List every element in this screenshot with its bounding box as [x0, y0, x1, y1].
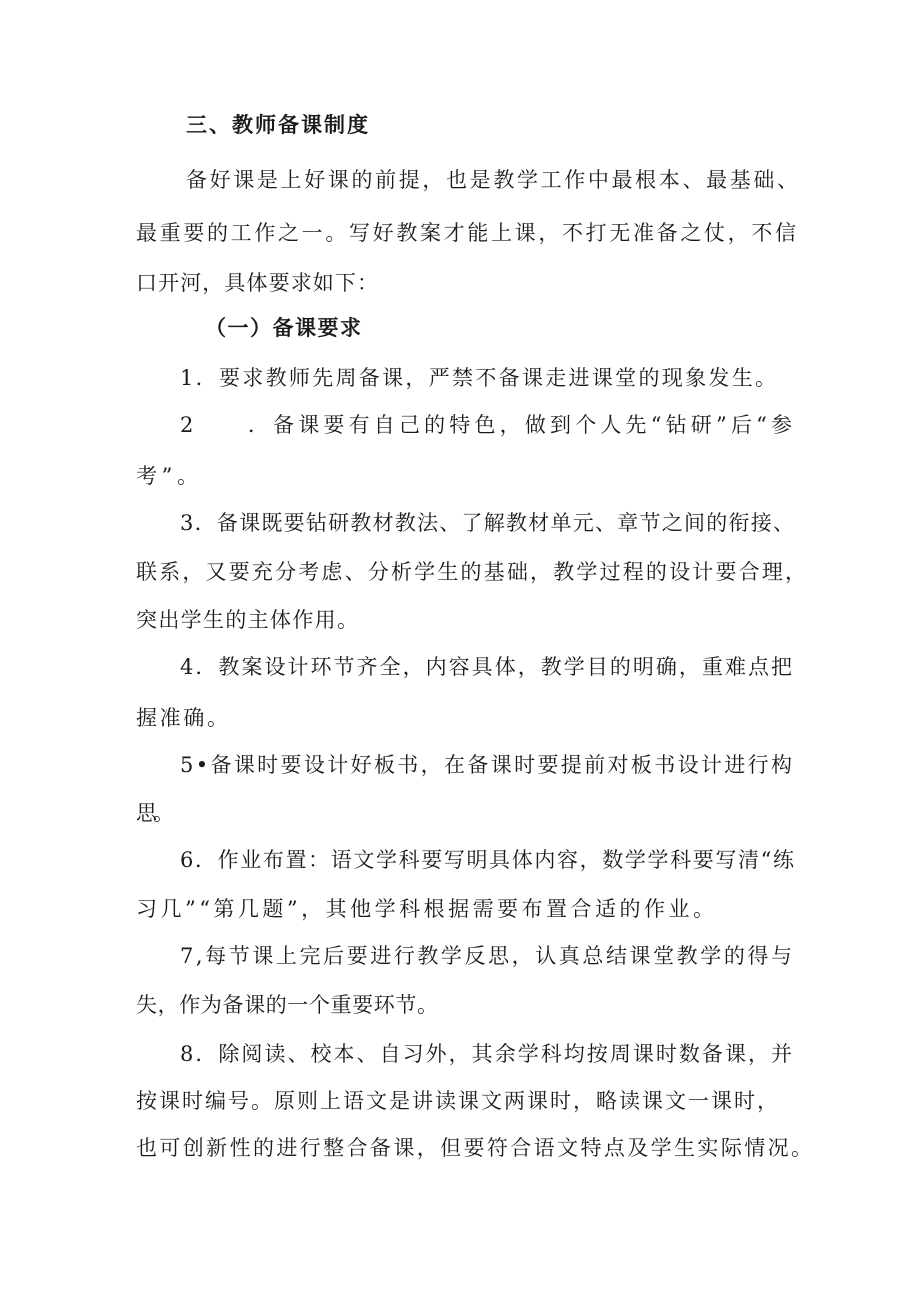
list-item-text: 6．作业布置：语文学科要写明具体内容，数学学科要写清“练	[180, 848, 796, 872]
list-item-text: 1．要求教师先周备课，严禁不备课走进课堂的现象发生。	[180, 366, 779, 390]
list-item-text: 3．备课既要钻研教材教法、了解教材单元、章节之间的衔接、	[180, 511, 796, 535]
list-item-text: 突出学生的主体作用。	[136, 608, 360, 632]
list-item	[0, 1034, 920, 1074]
list-item-text: 也可创新性的进行整合备课，但要符合语文特点及学生实际情况。	[136, 1136, 815, 1160]
intro-line	[0, 160, 920, 200]
list-item-continuation	[0, 985, 920, 1025]
list-item-text: 握准确。	[136, 706, 231, 730]
list-item-text: 联系，又要充分考虑、分析学生的基础，教学过程的设计要合理，	[136, 560, 809, 584]
list-item-continuation	[0, 1128, 920, 1168]
list-item-text: 4．教案设计环节齐全，内容具体，教学目的明确，重难点把	[180, 655, 795, 679]
subsection-title-text: （一）备课要求	[205, 315, 363, 340]
list-item-continuation	[0, 552, 920, 592]
intro-line-text: 备好课是上好课的前提，也是教学工作中最根本、最基础、	[186, 168, 801, 192]
list-item-text: 思。	[136, 801, 170, 825]
intro-line-text: 口开河，具体要求如下：	[136, 271, 380, 295]
list-item-continuation	[0, 600, 920, 640]
list-item	[0, 936, 920, 976]
list-item-text: 7,每节课上完后要进行教学反思，认真总结课堂教学的得与	[180, 944, 795, 968]
list-item-continuation	[0, 889, 920, 929]
list-item-continuation	[0, 1081, 920, 1121]
intro-line	[0, 213, 920, 253]
list-item-text: 失，作为备课的一个重要环节。	[136, 993, 439, 1017]
list-item	[0, 745, 920, 785]
list-item-text: 按课时编号。原则上语文是讲读课文两课时，略读课文一课时，	[136, 1089, 780, 1113]
list-item	[0, 647, 920, 687]
list-item-text: 8．除阅读、校本、自习外，其余学科均按周课时数备课，并	[180, 1042, 795, 1066]
list-item-text: 考”。	[136, 464, 203, 488]
intro-line-text: 最重要的工作之一。写好教案才能上课，不打无准备之仗，不信	[136, 221, 799, 245]
intro-line	[0, 263, 920, 303]
list-item	[0, 840, 920, 880]
section-title	[0, 105, 920, 145]
list-item-continuation	[0, 698, 920, 738]
list-item-continuation	[0, 793, 920, 833]
subsection-title	[0, 308, 920, 348]
list-item-text: 习几”“第几题”，其他学科根据需要布置合适的作业。	[136, 897, 718, 921]
list-item-text: 2 ．备课要有自己的特色，做到个人先“钻研”后“参	[180, 413, 797, 437]
list-item-continuation	[0, 456, 920, 496]
list-item	[0, 358, 920, 398]
list-item-text: 5•备课时要设计好板书，在备课时要提前对板书设计进行构	[180, 753, 795, 777]
section-title-text: 三、教师备课制度	[186, 112, 370, 137]
list-item	[0, 503, 920, 543]
list-item	[0, 405, 920, 445]
